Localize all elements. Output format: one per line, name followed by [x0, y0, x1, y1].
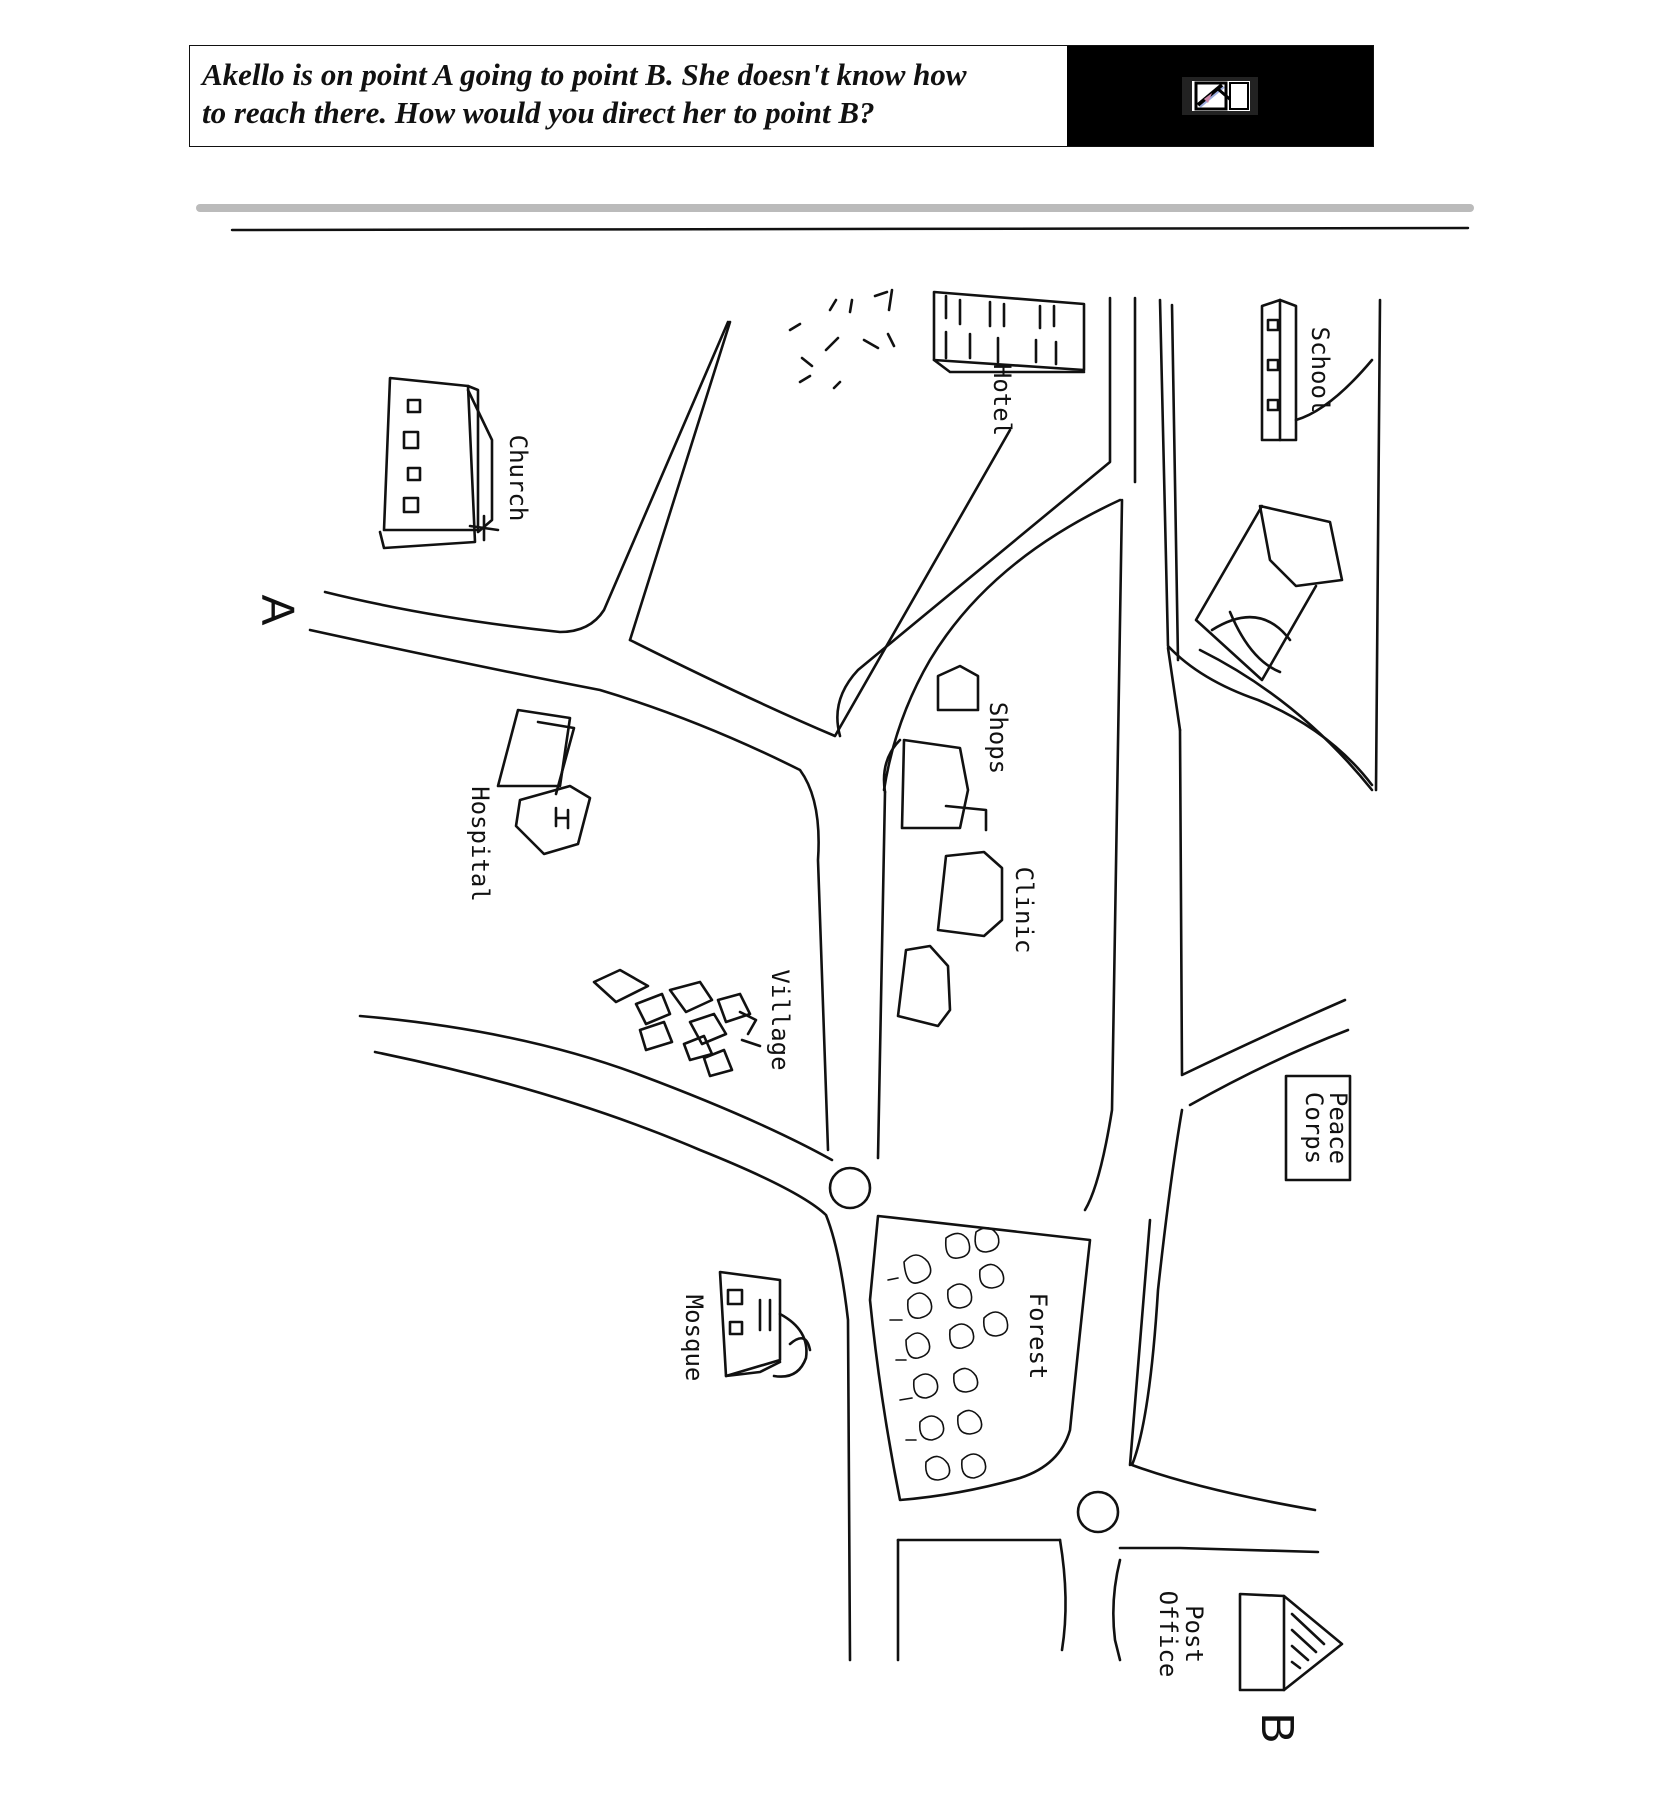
main-road-right	[1085, 500, 1122, 1210]
label-shops: Shops	[984, 701, 1012, 775]
house-top-right	[1196, 506, 1342, 680]
label-mosque: Mosque	[680, 1294, 708, 1382]
label-village: Village	[766, 969, 794, 1071]
hospital-building	[498, 710, 590, 854]
roundabout-north	[830, 1168, 870, 1208]
road-a-lower-edge	[310, 630, 828, 1150]
label-hotel: Hotel	[988, 363, 1016, 437]
village-road-upper	[360, 1016, 832, 1160]
label-peace-corps-2: Corps	[1300, 1091, 1328, 1165]
post-office-building	[1240, 1594, 1342, 1690]
church-building	[380, 378, 498, 548]
roundabout-south	[1078, 1492, 1118, 1532]
hotel-building	[934, 292, 1084, 372]
label-peace-corps-1: Peace	[1324, 1091, 1352, 1165]
main-road-left	[878, 792, 885, 1158]
label-post-office-2: Office	[1154, 1590, 1182, 1678]
clinic-building	[938, 852, 1002, 936]
trees-near-hotel	[790, 290, 894, 388]
label-hospital: Hospital	[466, 786, 494, 902]
point-a-label: A	[252, 594, 304, 626]
forest-block	[870, 1216, 1090, 1500]
label-church: Church	[504, 434, 532, 522]
label-school: School	[1306, 326, 1334, 414]
mosque-building	[720, 1272, 810, 1377]
question-line-2: to reach there. How would you direct her to point B?	[202, 95, 875, 130]
label-forest: Forest	[1024, 1292, 1052, 1380]
forest-trees	[888, 1228, 1008, 1480]
village-huts	[594, 970, 760, 1076]
label-post-office-1: Post	[1180, 1605, 1208, 1663]
point-b-label: B	[1252, 1712, 1304, 1744]
question-line-1: Akello is on point A going to point B. She doesn't know how	[202, 57, 967, 92]
label-clinic: Clinic	[1010, 866, 1038, 954]
small-building-center	[898, 946, 950, 1026]
